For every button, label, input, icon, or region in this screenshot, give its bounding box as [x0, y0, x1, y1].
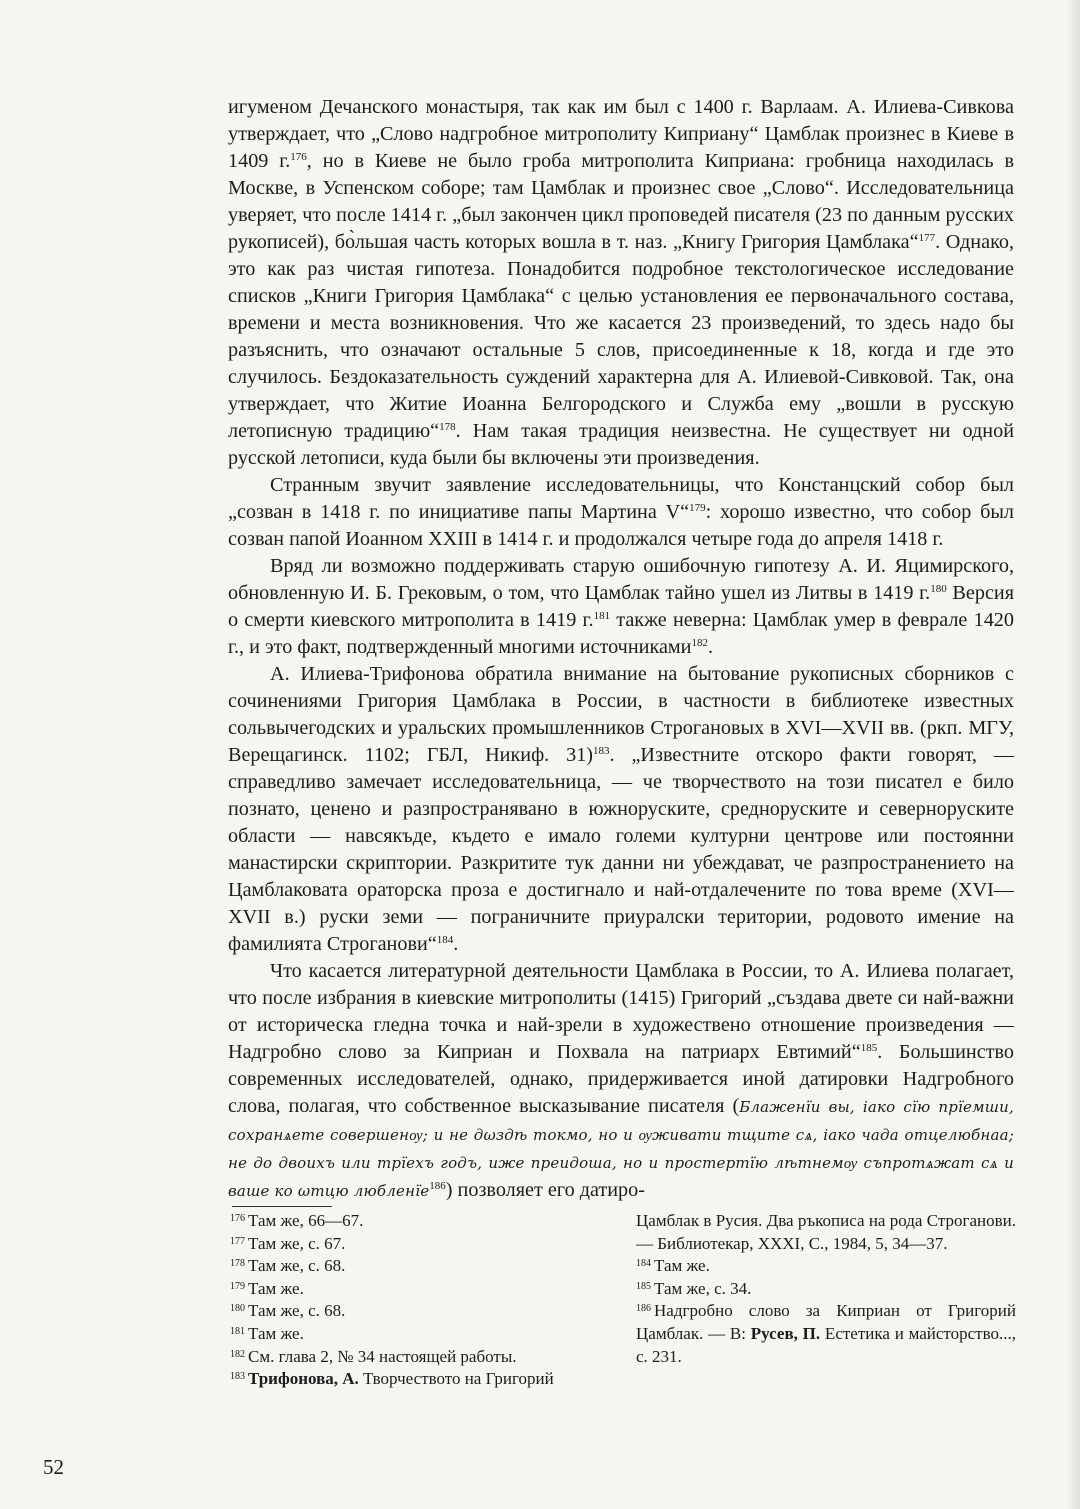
footnote-number: 183: [230, 1371, 245, 1383]
footnote: [230, 1323, 600, 1346]
footnote-ref: 186: [429, 1180, 446, 1192]
footnote: [230, 1210, 600, 1233]
text-run: Странным звучит заявление исследовательницы, что Констанцский собор был „созван в 1418 г. по инициативе папы Мартина V“: [228, 474, 1014, 523]
paragraph: [228, 472, 1014, 553]
footnote-text: См. глава 2, № 34 настоящей работы.: [248, 1346, 517, 1366]
footnote-ref: 185: [860, 1042, 878, 1054]
paragraph: [228, 958, 1014, 1205]
footnote-number: 179: [230, 1280, 245, 1292]
footnote: [636, 1255, 1016, 1278]
footnote-ref: 178: [439, 421, 456, 433]
footnote-text: Там же, с. 68.: [248, 1301, 346, 1321]
footnotes-left-column: [230, 1210, 600, 1391]
text-run: . „Известните отскоро факти говорят, — справедливо замечает исследовательница, — че творчеството на този писател е било познато, ценено и разпространявано в южноруските, средноруските и северноруските области — навсякъде, където е имало големи културни центрове или постоянни манастирски скриптории. Разкритите тук данни ни убеждават, че разпространението на Цамблаковата ораторска проза е достигнало и най-отдалечените по това време (XVI—XVII в.) руски земи — пограничните приуралски територии, родовото имение на фамилията Строганови“: [228, 744, 1015, 955]
text-run: ) позволяет его датиро-: [445, 1179, 645, 1201]
paragraph: [228, 661, 1014, 958]
footnote-text: Надгробно слово за Киприан от Григорий Цамблак. — В:: [636, 1301, 1016, 1343]
page-number: 52: [43, 1455, 64, 1479]
footnote-text: Цамблак в Русия. Два ръкописа на рода Строганови. — Библиотекар, XXXI, С., 1984, 5, 34—37.: [636, 1211, 1016, 1253]
footnote: [636, 1300, 1016, 1368]
paragraph: [228, 94, 1014, 472]
footnote-number: 185: [636, 1280, 651, 1292]
page-edge-shadow: [1066, 0, 1080, 1509]
footnote-number: 177: [230, 1235, 245, 1247]
footnote-ref: 182: [691, 637, 708, 649]
text-run: игуменом Дечанского монастыря, так как им был с 1400 г. Варлаам. А. Илиева-Сивкова утверждает, что „Слово надгробное митрополиту Киприану“ Цамблак произнес в Киеве в 1409 г.: [228, 96, 1014, 172]
text-run: . Нам такая традиция неизвестна. Не существует ни одной русской летописи, куда были бы включены эти произведения.: [228, 420, 1014, 469]
text-run: А. Илиева-Трифонова обратила внимание на бытование рукописных сборников с сочинениями Григория Цамблака в России, в частности в библиотеке известных сольвычегодских и уральских промышленников Строгановых в XVI—XVII вв. (ркп. МГУ, Верещагинск. 1102; ГБЛ, Никиф. 31): [228, 663, 1014, 766]
footnote: [636, 1210, 1016, 1255]
footnote: [230, 1255, 600, 1278]
text-run: .: [707, 636, 714, 658]
footnote-text: Там же.: [248, 1323, 304, 1343]
text-run: , но в Киеве не было гроба митрополита Киприана: гробница находилась в Москве, в Успенском соборе; там Цамблак и произнес свое „Слово“. Исследовательница уверяет, что после 1414 г. „был закончен цикл проповедей писателя (23 по данным русских рукописей), бо̀льшая часть которых вошла в т. наз. „Книгу Григория Цамблака“: [228, 150, 1014, 253]
main-text: [228, 94, 1014, 1205]
footnote-text: Там же.: [248, 1278, 304, 1298]
footnote-ref: 177: [918, 232, 936, 244]
text-run: также неверна: Цамблак умер в феврале 1420 г., и это факт, подтвержденный многими источниками: [228, 609, 1014, 658]
footnote-number: 182: [230, 1348, 245, 1360]
footnote-number: 184: [636, 1258, 651, 1270]
footnote-ref: 181: [593, 610, 611, 622]
footnote-number: 176: [230, 1213, 245, 1224]
footnote-number: 181: [230, 1325, 245, 1337]
text-run: .: [453, 933, 459, 955]
footnote-ref: 179: [689, 502, 706, 514]
footnote-ref: 184: [436, 934, 454, 946]
text-run: . Однако, это как раз чистая гипотеза. Понадобится подробное текстологическое исследование списков „Книги Григория Цамблака“ с целью установления ее первоначального состава, времени и места возникновения. Что же касается 23 произведений, то здесь надо бы разъяснить, что означают остальные 5 слов, присоединенные к 18, когда и где это случилось. Бездоказательность суждений характерна для А. Илиевой-Сивковой. Так, она утверждает, что Житие Иоанна Белгородского и Служба ему „вошли в русскую летописную традицию“: [228, 231, 1014, 442]
text-run: . Большинство современных исследователей, однако, придерживается иной датировки Надгробного слова, полагая, что собственное высказывание писателя (: [228, 1041, 1014, 1117]
footnote-number: 180: [230, 1303, 245, 1315]
footnote-author: Трифонова, А.: [248, 1369, 359, 1389]
footnote-ref: 180: [930, 583, 947, 595]
text-run: Версия о смерти киевского митрополита в 1419 г.: [228, 582, 1014, 631]
text-run: Вряд ли возможно поддерживать старую ошибочную гипотезу А. И. Яцимирского, обновленную И. Б. Грековым, о том, что Цамблак тайно ушел из Литвы в 1419 г.: [228, 555, 1014, 604]
paragraph: [228, 553, 1014, 661]
footnote-text: Там же, 66—67.: [248, 1211, 364, 1230]
footnote-author: Русев, П.: [750, 1323, 821, 1343]
footnote-number: 186: [636, 1303, 651, 1315]
footnote-text: Естетика и майсторство..., с. 231.: [636, 1323, 1017, 1366]
footnote-text: Там же, с. 67.: [248, 1233, 346, 1253]
footnotes-right-column: [636, 1210, 1016, 1368]
footnote-text: Там же, с. 68.: [248, 1256, 346, 1276]
footnote-separator: [232, 1206, 332, 1207]
footnote: [636, 1278, 1016, 1301]
text-run: : хорошо известно, что собор был созван папой Иоанном XXIII в 1414 г. и продолжался четыре года до апреля 1418 г.: [228, 501, 1014, 550]
footnote: [230, 1233, 600, 1256]
footnote-ref: 176: [290, 151, 307, 163]
footnote-ref: 183: [593, 745, 610, 757]
footnote: [230, 1300, 600, 1323]
footnote: [230, 1346, 600, 1369]
footnote: [230, 1278, 600, 1301]
footnote-number: 178: [230, 1258, 245, 1270]
footnote-text: Там же.: [654, 1256, 710, 1276]
church-slavonic-quote: Блаженїи вы, іако сїю прїемши, сохранѧете совершенѹ; и не дωздѣ токмо, но и ѹживати тщите сѧ, іако чада отцелюбнаа; не до двоихъ или трїехъ годъ, иже преидоша, но и простертїю лѣтнемѹ съпротѧжат сѧ и ваше ко ωтцю любленїе: [228, 1098, 1014, 1200]
text-run: Что касается литературной деятельности Цамблака в России, то А. Илиева полагает, что после избрания в киевские митрополиты (1415) Григорий „създава двете си най-важни от историческа гледна точка и най-зрели в художествено отношение произведения — Надгробно слово за Киприан и Похвала на патриарх Евтимий“: [228, 960, 1014, 1063]
footnote-text: Там же, с. 34.: [654, 1278, 752, 1298]
footnote-text: Творчеството на Григорий: [358, 1369, 554, 1389]
footnote: [230, 1368, 600, 1391]
